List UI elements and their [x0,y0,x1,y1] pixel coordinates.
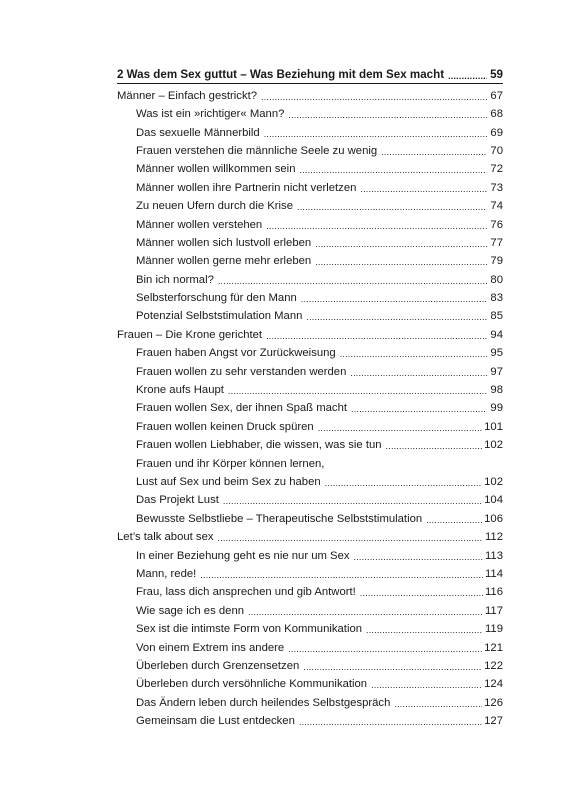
dot-leader [288,109,487,121]
chapter-page-number: 59 [490,68,503,82]
toc-entry [117,287,503,305]
dot-leader [394,698,482,710]
toc-entry-title: Gemeinsam die Lust entdecken [136,715,295,728]
dot-leader [301,293,487,305]
dot-leader [340,348,487,360]
toc-entry-page-number: 114 [484,567,503,580]
dot-leader [366,624,483,636]
toc-entry-page-number: 73 [490,181,503,194]
toc-entry [117,121,503,139]
dot-leader [223,495,482,507]
toc-entry-title: Das sexuelle Männerbild [136,126,260,139]
toc-entry [117,452,503,470]
toc-entry-title: Let’s talk about sex [117,531,214,544]
toc-entry [117,342,503,360]
toc-entry-title: Wie sage ich es denn [136,604,245,617]
dot-leader [218,275,487,287]
toc-entry [117,232,503,250]
dot-leader [306,311,487,323]
toc-entry [117,563,503,581]
toc-entry-page-number: 85 [490,310,503,323]
toc-entry-title: Frauen haben Angst vor Zurückweisung [136,347,336,360]
toc-entry [117,599,503,617]
toc-entry-title: Frauen und ihr Körper können lernen, [136,457,325,470]
dot-leader [360,183,487,195]
toc-entry-page-number: 121 [484,641,503,654]
toc-entry-title: Männer wollen sich lustvoll erleben [136,236,312,249]
toc-entry [117,655,503,673]
table-of-contents [117,64,503,728]
toc-entry-page-number: 117 [484,604,503,617]
toc-entry [117,507,503,525]
dot-leader [264,128,487,140]
toc-entry [117,103,503,121]
toc-entry-page-number: 101 [484,420,503,433]
toc-entry-title: Männer wollen ihre Partnerin nicht verletzen [136,181,357,194]
toc-entry-page-number: 80 [490,273,503,286]
chapter-heading [117,64,503,82]
toc-entry-title: Überleben durch Grenzensetzen [136,659,300,672]
toc-entry-title: Frauen wollen Sex, der ihnen Spaß macht [136,402,347,415]
dot-leader [371,679,482,691]
toc-entry [117,636,503,654]
toc-entry-title: Frauen wollen Liebhaber, die wissen, was sie tun [136,439,382,452]
toc-entry-title: Potenzial Selbststimulation Mann [136,310,303,323]
toc-entry-title: Selbsterforschung für den Mann [136,292,297,305]
toc-entry [117,195,503,213]
dot-leader [315,256,487,268]
toc-entry [117,176,503,194]
toc-entry-title: Von einem Extrem ins andere [136,641,285,654]
toc-entry [117,673,503,691]
toc-entry-page-number: 94 [490,328,503,341]
toc-entry-title: Bewusste Selbstliebe – Therapeutische Selbststimulation [136,512,423,525]
toc-entry [117,213,503,231]
toc-entry [117,581,503,599]
dot-leader [266,330,487,342]
dot-leader [261,91,487,103]
toc-entry [117,268,503,286]
toc-entry [117,434,503,452]
dot-leader [318,422,482,434]
dot-leader [426,514,482,526]
toc-entry [117,158,503,176]
toc-entry [117,710,503,728]
dot-leader [315,238,487,250]
dot-leader [288,643,482,655]
dot-leader [386,440,483,452]
toc-entry-page-number: 104 [484,494,503,507]
dot-leader [218,532,483,544]
toc-entry-page-number: 116 [484,586,503,599]
chapter-title: 2 Was dem Sex guttut – Was Beziehung mit dem Sex macht [117,68,445,82]
toc-entry-title: Das Ändern leben durch heilendes Selbstgespräch [136,696,391,709]
toc-entry-title: Frauen – Die Krone gerichtet [117,328,263,341]
toc-entry [117,140,503,158]
dot-leader [303,661,482,673]
toc-entry-page-number: 72 [490,163,503,176]
dot-leader [381,146,487,158]
toc-entry-page-number: 69 [490,126,503,139]
dot-leader [354,551,483,563]
toc-entry [117,691,503,709]
toc-entry-title: Sex ist die intimste Form von Kommunikation [136,623,363,636]
toc-entry-title: Frauen wollen keinen Druck spüren [136,420,314,433]
toc-entry-page-number: 67 [490,89,503,102]
toc-entry-page-number: 97 [490,365,503,378]
dot-leader [297,201,487,213]
toc-entry-title: Was ist ein »richtiger« Mann? [136,108,285,121]
toc-entry-title: Bin ich normal? [136,273,214,286]
toc-entry [117,618,503,636]
toc-entry [117,305,503,323]
toc-entry [117,415,503,433]
dot-leader [228,385,487,397]
toc-entry [117,489,503,507]
toc-entry-page-number: 102 [484,439,503,452]
toc-entry-title: Mann, rede! [136,567,197,580]
toc-entry-page-number: 74 [490,200,503,213]
toc-entry [117,379,503,397]
toc-entry [117,544,503,562]
toc-entry-page-number: 98 [490,384,503,397]
dot-leader [448,70,487,82]
dot-leader [351,403,487,415]
dot-leader [200,569,483,581]
dot-leader [299,716,482,728]
toc-entry-page-number: 122 [484,659,503,672]
toc-entry-title: Das Projekt Lust [136,494,219,507]
toc-entry-title: Frau, lass dich ansprechen und gib Antwort! [136,586,356,599]
toc-entry-page-number: 112 [484,531,503,544]
toc-entry-title: Krone aufs Haupt [136,384,224,397]
toc-entry-page-number: 99 [490,402,503,415]
toc-entry-title: Frauen verstehen die männliche Seele zu wenig [136,144,378,157]
dot-leader [266,220,487,232]
toc-entry [117,471,503,489]
toc-entry-title: In einer Beziehung geht es nie nur um Sex [136,549,350,562]
toc-entry-page-number: 126 [484,696,503,709]
toc-entry-page-number: 113 [484,549,503,562]
toc-entry-page-number: 106 [484,512,503,525]
toc-entry-page-number: 76 [490,218,503,231]
toc-entry-page-number: 77 [490,236,503,249]
toc-entry [117,323,503,341]
toc-entry [117,250,503,268]
dot-leader [325,477,483,489]
toc-entry-title: Lust auf Sex und beim Sex zu haben [136,475,321,488]
toc-entry-page-number: 79 [490,255,503,268]
toc-entry-page-number: 102 [484,475,503,488]
toc-entry-title: Männer wollen gerne mehr erleben [136,255,312,268]
toc-entry [117,84,503,102]
toc-entry [117,360,503,378]
toc-entry-page-number: 119 [484,623,503,636]
toc-entry-title: Zu neuen Ufern durch die Krise [136,200,293,213]
toc-entry [117,526,503,544]
toc-entry-page-number: 68 [490,108,503,121]
toc-entry-list [117,84,503,728]
toc-entry-title: Männer – Einfach gestrickt? [117,89,258,102]
toc-entry-page-number: 127 [484,715,503,728]
dot-leader [350,367,487,379]
dot-leader [299,164,487,176]
toc-entry-page-number: 95 [490,347,503,360]
toc-entry-title: Frauen wollen zu sehr verstanden werden [136,365,347,378]
dot-leader [248,606,483,618]
toc-entry-title: Männer wollen willkommen sein [136,163,296,176]
toc-entry-title: Überleben durch versöhnliche Kommunikation [136,678,368,691]
toc-entry-page-number: 124 [484,678,503,691]
toc-entry-page-number: 83 [490,292,503,305]
toc-entry [117,397,503,415]
toc-entry-title: Männer wollen verstehen [136,218,263,231]
toc-entry-page-number: 70 [490,144,503,157]
dot-leader [360,587,483,599]
